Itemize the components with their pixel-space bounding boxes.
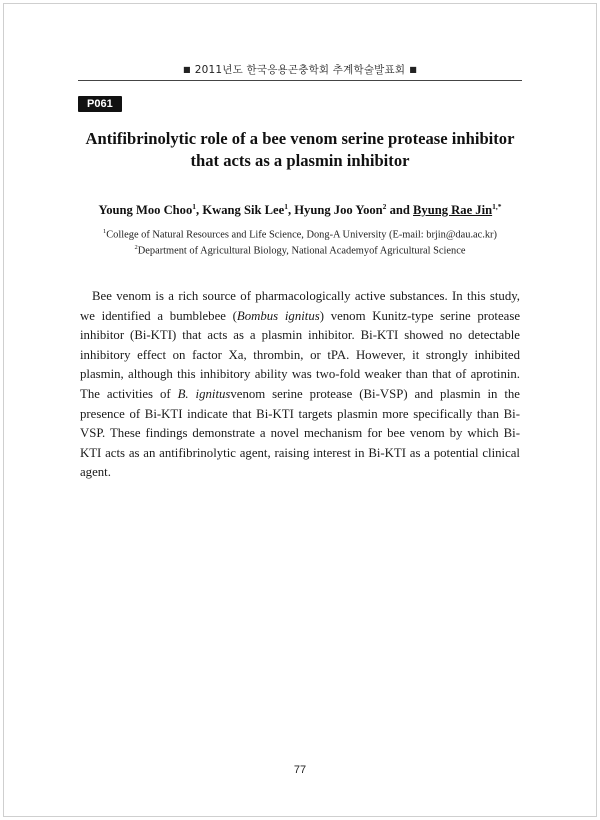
abstract-paragraph bbox=[80, 287, 520, 483]
author-affil-mark: 2 bbox=[382, 202, 387, 211]
author-list bbox=[40, 202, 560, 218]
author-name: Hyung Joo Yoon bbox=[294, 203, 383, 218]
affiliation-mark: 1 bbox=[103, 228, 107, 235]
paper-title bbox=[60, 128, 540, 172]
author-affil-mark: 1 bbox=[192, 202, 197, 211]
corresponding-author-name: Byung Rae Jin bbox=[413, 203, 493, 218]
affiliations bbox=[40, 225, 560, 258]
author-separator: and bbox=[386, 203, 414, 218]
author-affil-mark: 1,* bbox=[492, 202, 502, 211]
title-line-2: that acts as a plasmin inhibitor bbox=[190, 151, 410, 170]
header-square-left: ■ bbox=[183, 65, 191, 74]
affiliation-1 bbox=[40, 225, 560, 241]
page-number: 77 bbox=[293, 764, 307, 776]
author-name: Young Moo Choo bbox=[98, 203, 193, 218]
author-affil-mark: 1 bbox=[284, 202, 288, 211]
affiliation-2 bbox=[40, 241, 560, 257]
author-separator: , bbox=[196, 203, 203, 218]
affiliation-text: Department of Agricultural Biology, National Academyof Agricultural Science bbox=[137, 245, 466, 257]
running-header bbox=[0, 62, 600, 77]
affiliation-text: College of Natural Resources and Life Science, Dong-A University (E-mail: brjin@dau.ac.kr) bbox=[106, 229, 497, 241]
conference-name: 2011년도 한국응용곤충학회 추계학술발표회 bbox=[194, 64, 406, 76]
abstract-text: ) venom Kunitz-type serine protease inhibitor (Bi-KTI) that acts as a plasmin inhibitor. Bi-KTI showed no detectable inhibitory effect on factor Xa, thrombin, or tPA. However, it strongly inhibited plasmin, although this inhibitory ability was two-fold weaker than that of aprotinin. The activities of bbox=[80, 308, 520, 401]
author-name: Kwang Sik Lee bbox=[202, 203, 285, 218]
header-rule bbox=[78, 80, 522, 81]
title-line-1: Antifibrinolytic role of a bee venom serine protease inhibitor bbox=[85, 129, 515, 148]
species-name: Bombus ignitus bbox=[236, 308, 320, 323]
species-name: B. ignitus bbox=[177, 386, 231, 401]
abstract-text: venom serine protease (Bi-VSP) and plasmin in the presence of Bi-KTI indicate that Bi-KTI targets plasmin more specifically than Bi-VSP. These findings demonstrate a novel mechanism for bee venom by which Bi-KTI acts as an antifibrinolytic agent, raising interest in Bi-KTI as a potential clinical agent. bbox=[80, 386, 520, 480]
affiliation-mark: 2 bbox=[134, 244, 138, 252]
abstract-text: Bee venom is a rich source of pharmacologically active substances. In this study, we identified a bumblebee ( bbox=[80, 289, 520, 323]
header-square-right: ■ bbox=[409, 65, 417, 74]
author-separator: , bbox=[287, 203, 295, 218]
poster-id-badge: P061 bbox=[78, 96, 122, 112]
